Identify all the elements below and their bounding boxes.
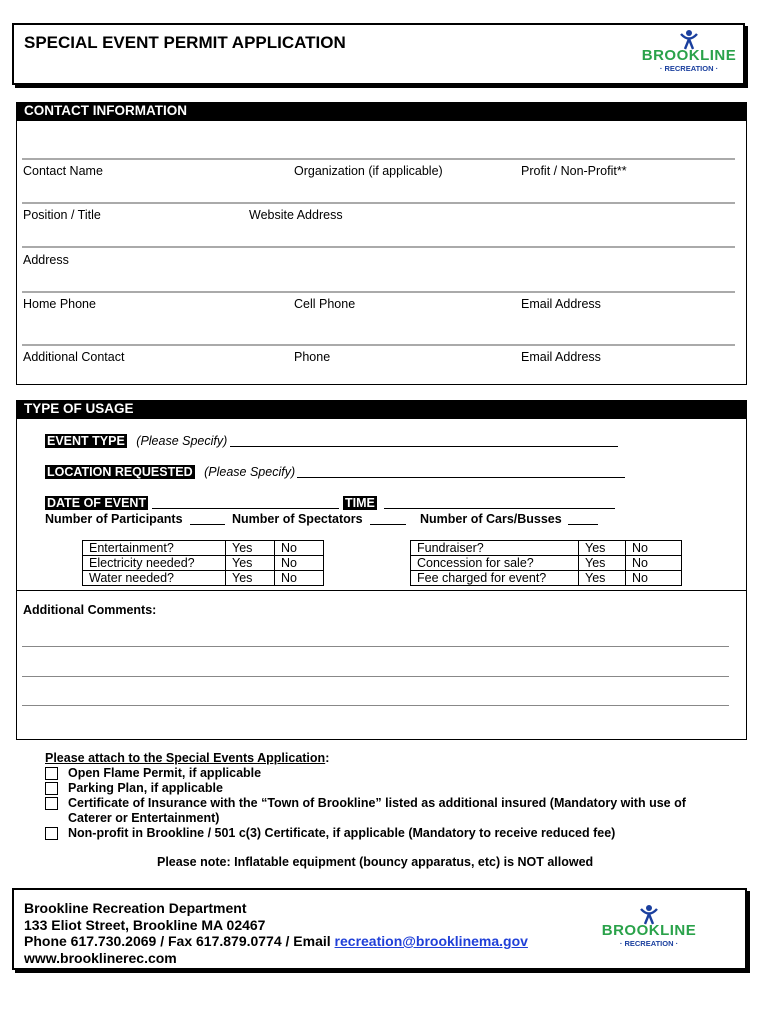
open-flame-label: Open Flame Permit, if applicable [68,766,262,780]
insurance-checkbox[interactable] [45,797,58,810]
contact-name-line[interactable] [22,158,735,160]
table-row [411,541,682,556]
email2-label: Email Address [521,350,601,364]
attach-heading-text: Please attach to the Special Events Application [45,751,326,765]
footer-phone-fax: Phone 617.730.2069 / Fax 617.879.0774 / Email [24,933,335,949]
parking-plan-checkbox[interactable] [45,782,58,795]
position-line[interactable] [22,202,735,204]
usage-section-header: TYPE OF USAGE [16,400,747,418]
page-title: SPECIAL EVENT PERMIT APPLICATION [24,33,346,52]
comment-line-2[interactable] [22,676,729,677]
footer-website[interactable]: www.brooklinerec.com [24,949,177,966]
comment-line-3[interactable] [22,705,729,706]
time-label: TIME [345,496,375,510]
no-option[interactable]: No [275,541,324,556]
location-field[interactable] [297,463,625,478]
participants-label: Number of Participants [45,512,183,526]
date-field[interactable] [152,494,339,509]
location-label: LOCATION REQUESTED [47,465,193,479]
no-option[interactable]: No [626,571,682,586]
phone-label: Phone [294,350,331,364]
water-label: Water needed? [83,571,226,586]
header-box [12,23,745,85]
time-field[interactable] [384,494,615,509]
location-row [45,465,295,479]
date-label: DATE OF EVENT [47,496,147,510]
address-label: Address [23,253,69,267]
participants-field[interactable] [190,512,225,525]
home-phone-label: Home Phone [23,297,96,311]
table-row [83,556,324,571]
electricity-label: Electricity needed? [83,556,226,571]
no-option[interactable]: No [275,556,324,571]
footer-address: 133 Eliot Street, Brookline MA 02467 [24,916,266,933]
insurance-label-cont: Caterer or Entertainment) [68,811,220,825]
comment-line-1[interactable] [22,646,729,647]
time-row [343,496,377,510]
footer-email-link[interactable]: recreation@brooklinema.gov [334,933,528,949]
event-type-field[interactable] [230,432,618,447]
footer-contact [24,900,528,966]
attach-heading-colon: : [325,751,330,765]
email-label: Email Address [521,297,601,311]
no-option[interactable]: No [626,556,682,571]
footer-dept: Brookline Recreation Department [24,900,247,916]
event-type-label: EVENT TYPE [47,434,125,448]
table-row [411,556,682,571]
profit-label: Profit / Non-Profit** [521,164,627,178]
table-row [411,571,682,586]
comments-divider [16,590,747,591]
position-label: Position / Title [23,208,101,222]
cars-label: Number of Cars/Busses [420,512,562,526]
date-row [45,496,148,510]
nonprofit-checkbox[interactable] [45,827,58,840]
left-yes-no-table [82,540,324,586]
yes-option[interactable]: Yes [579,571,626,586]
spectators-field[interactable] [370,512,406,525]
inflatable-note: Please note: Inflatable equipment (bouncy apparatus, etc) is NOT allowed [157,855,594,869]
cars-field[interactable] [568,512,598,525]
no-option[interactable]: No [626,541,682,556]
concession-label: Concession for sale? [411,556,579,571]
address-line[interactable] [22,246,735,248]
attach-heading [45,751,329,765]
footer-box [12,888,747,970]
table-row [83,541,324,556]
organization-label: Organization (if applicable) [294,164,443,178]
footer-brookline-logo: BROOKLINE · RECREATION · [599,904,699,948]
location-hint: (Please Specify) [204,465,296,479]
website-label: Website Address [249,208,343,222]
right-yes-no-table [410,540,682,586]
yes-option[interactable]: Yes [226,541,275,556]
yes-option[interactable]: Yes [579,556,626,571]
parking-plan-label: Parking Plan, if applicable [68,781,223,795]
brookline-logo: BROOKLINE · RECREATION · [639,29,739,73]
open-flame-checkbox[interactable] [45,767,58,780]
comments-label: Additional Comments: [23,603,157,617]
event-type-row [45,434,227,448]
yes-option[interactable]: Yes [579,541,626,556]
table-row [83,571,324,586]
cell-phone-label: Cell Phone [294,297,356,311]
no-option[interactable]: No [275,571,324,586]
insurance-label: Certificate of Insurance with the “Town of Brookline” listed as additional insured (Mandatory with use of [68,796,686,810]
contact-section-header: CONTACT INFORMATION [16,102,747,120]
fundraiser-label: Fundraiser? [411,541,579,556]
entertainment-label: Entertainment? [83,541,226,556]
yes-option[interactable]: Yes [226,571,275,586]
nonprofit-label: Non-profit in Brookline / 501 c(3) Certificate, if applicable (Mandatory to receive reduced fee) [68,826,616,840]
additional-contact-line[interactable] [22,344,735,346]
fee-label: Fee charged for event? [411,571,579,586]
contact-name-label: Contact Name [23,164,103,178]
event-type-hint: (Please Specify) [136,434,228,448]
phone-line[interactable] [22,291,735,293]
additional-contact-label: Additional Contact [23,350,125,364]
spectators-label: Number of Spectators [232,512,363,526]
yes-option[interactable]: Yes [226,556,275,571]
footer-phone-row [24,933,528,950]
